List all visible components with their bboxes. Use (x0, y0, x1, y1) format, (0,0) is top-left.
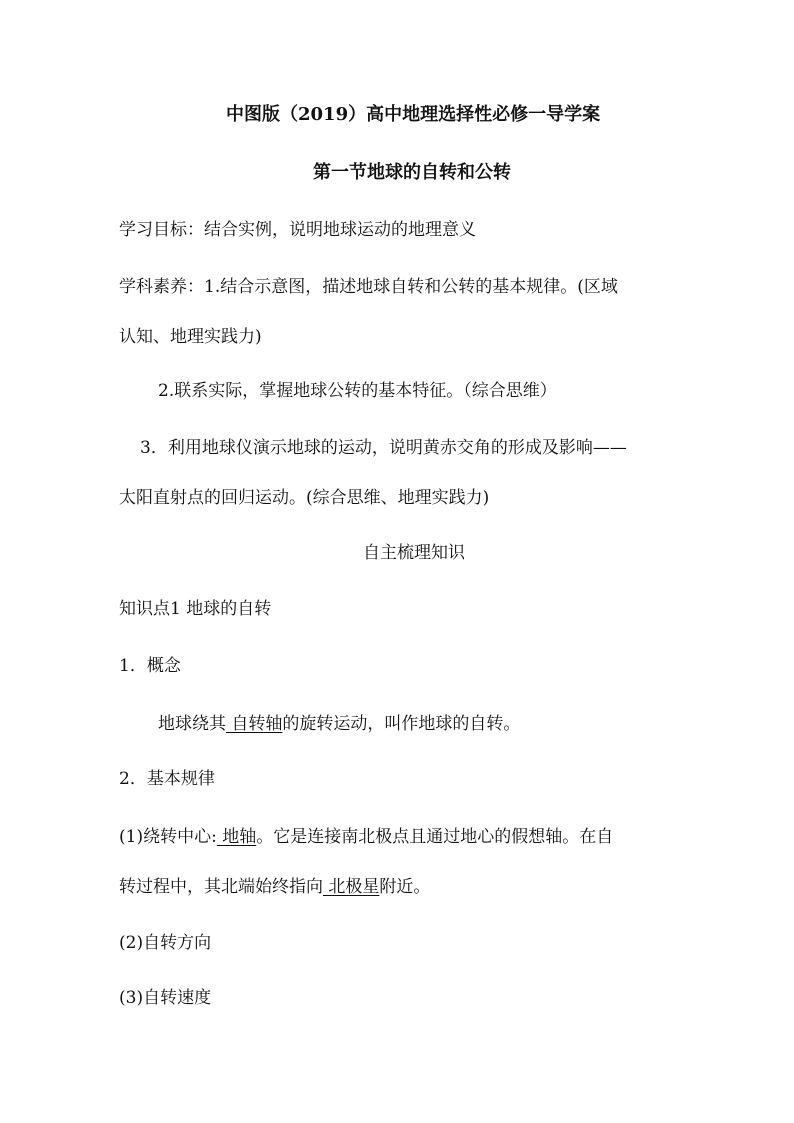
literacy-item-3-line-2: 太阳直射点的回归运动。(综合思维、地理实践力) (119, 488, 490, 508)
rotation-center-line-2 (119, 876, 430, 898)
section-title: 第一节地球的自转和公转 (313, 162, 511, 183)
concept-text (158, 713, 520, 735)
section-heading: 自主梳理知识 (363, 543, 465, 563)
rules-heading: 2．基本规律 (119, 769, 215, 789)
literacy-item-3-line-1: 3．利用地球仪演示地球的运动，说明黄赤交角的形成及影响—— (140, 438, 627, 458)
rotation-center-answer: 地轴 (216, 827, 257, 847)
north-pointing-answer: 北极星 (323, 877, 380, 897)
literacy-item-2: 2.联系实际，掌握地球公转的基本特征。（综合思维） (158, 381, 557, 401)
rotation-center-end: 。它是连接南北极点且通过地心的假想轴。在自 (256, 827, 614, 847)
north-pointing-end: 附近。 (379, 877, 431, 897)
rotation-speed: (3)自转速度 (119, 988, 212, 1008)
rotation-center-line-1 (119, 826, 613, 848)
literacy-item-1-line-2: 认知、地理实践力) (119, 327, 262, 347)
concept-answer: 自转轴 (226, 714, 283, 734)
knowledge-point-heading: 知识点1 地球的自转 (119, 599, 272, 619)
rotation-center-start: (1)绕转中心: (119, 827, 217, 847)
document-title: 中图版（2019）高中地理选择性必修一导学案 (226, 104, 601, 125)
literacy-item-1-line-1: 学科素养：1.结合示意图，描述地球自转和公转的基本规律。(区域 (119, 277, 618, 297)
concept-text-end: 的旋转运动，叫作地球的自转。 (282, 714, 521, 734)
concept-text-start: 地球绕其 (158, 714, 226, 734)
north-pointing-start: 转过程中，其北端始终指向 (119, 877, 323, 897)
rotation-direction: (2)自转方向 (119, 933, 212, 953)
learning-objective: 学习目标：结合实例，说明地球运动的地理意义 (119, 220, 476, 240)
concept-heading: 1．概念 (119, 656, 181, 676)
